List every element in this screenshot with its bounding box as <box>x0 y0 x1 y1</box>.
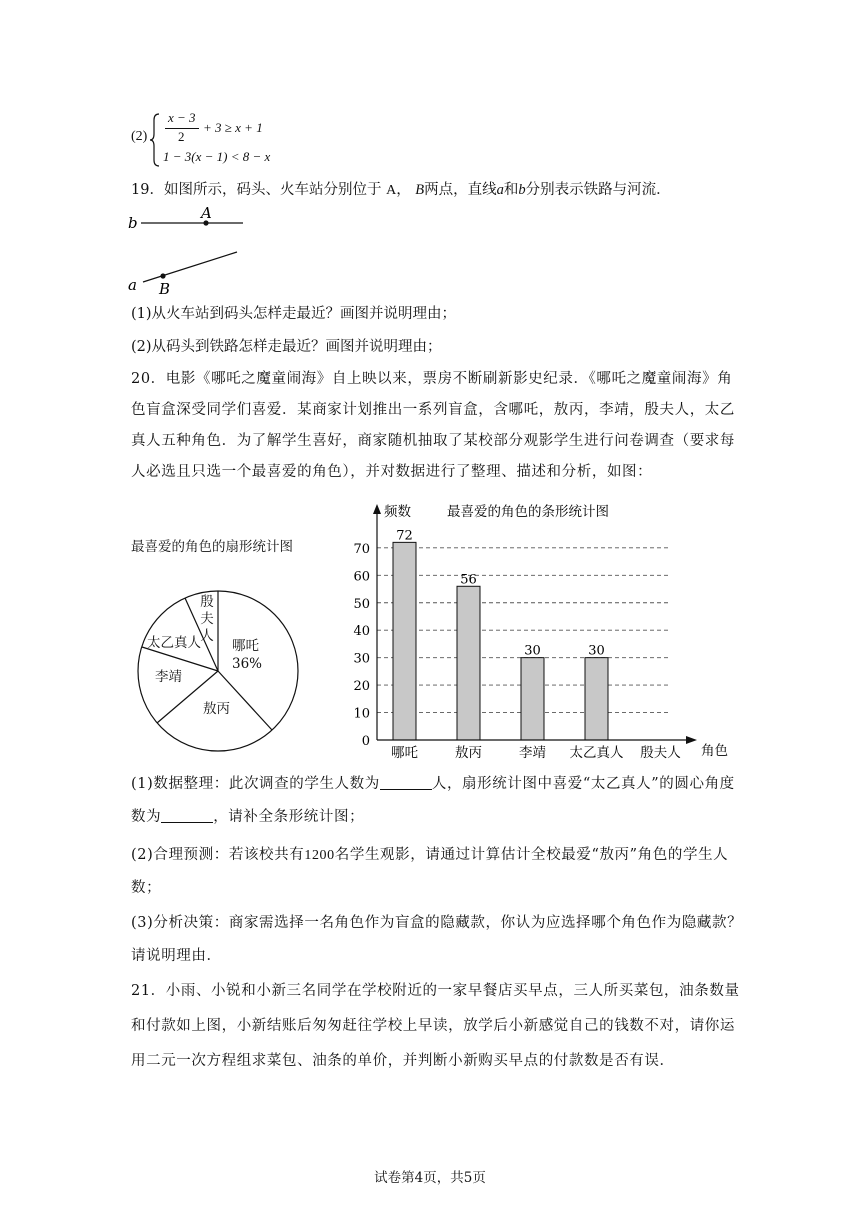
bar-chart <box>340 498 740 770</box>
point-B <box>160 273 165 278</box>
y-tick-label: 70 <box>353 541 370 557</box>
category-label: 哪吒 <box>391 745 418 761</box>
ineq1-numerator: x − 3 <box>168 110 196 125</box>
pie-label-yinfuren: 殷 夫 人 <box>200 594 214 644</box>
bar-layer <box>393 528 608 740</box>
bar-data-label: 72 <box>396 528 413 544</box>
pie-label-nezha: 哪吒 <box>232 638 259 654</box>
q20-part2-line2: 数； <box>131 880 162 896</box>
y-axis-arrow <box>373 504 381 514</box>
x-axis-label: 角色 <box>701 743 728 759</box>
y-tick-label: 50 <box>353 596 370 612</box>
system-brace <box>149 112 161 168</box>
category-label: 李靖 <box>519 745 546 761</box>
bar-data-label: 30 <box>588 643 605 659</box>
pie-chart-title: 最喜爱的角色的扇形统计图 <box>131 539 293 555</box>
answer-blank-student-count[interactable] <box>380 775 432 790</box>
y-tick-label: 10 <box>353 706 370 722</box>
y-tick-label: 30 <box>353 651 370 667</box>
label-a: a <box>128 276 137 294</box>
q19-part2: (2)从码头到铁路怎样走最近？画图并说明理由； <box>131 339 442 355</box>
label-A: A <box>201 204 212 222</box>
y-tick-label: 40 <box>353 624 370 640</box>
ineq1-denominator: 2 <box>178 129 185 144</box>
label-b: b <box>128 214 138 232</box>
railway-line-a <box>143 252 237 282</box>
category-label: 太乙真人 <box>569 745 624 761</box>
category-labels <box>391 744 681 761</box>
q18-part2 <box>131 112 331 168</box>
q20-part2-line1: (2)合理预测：若该校共有1200名学生观影，请通过计算估计全校最爱“敖丙”角色的学生人 <box>131 847 729 863</box>
q19-part1: (1)从火车站到码头怎样走最近？画图并说明理由； <box>131 306 457 322</box>
bar <box>457 586 480 740</box>
tick-layer <box>353 542 370 749</box>
q19-figure <box>125 202 255 298</box>
q20-part3-line2: 请说明理由． <box>131 948 222 964</box>
answer-blank-angle[interactable] <box>161 808 213 823</box>
y-axis-label: 频数 <box>384 504 411 520</box>
pie-label-aobing: 敖丙 <box>203 701 230 717</box>
ineq2: 1 − 3(x − 1) < 8 − x <box>163 149 271 164</box>
q18-part2-label: (2) <box>131 129 148 144</box>
x-axis-arrow <box>686 736 697 744</box>
category-label: 敖丙 <box>455 745 482 761</box>
pie-label-lijing: 李靖 <box>155 669 182 685</box>
pie-label-nezha-pct: 36% <box>232 656 263 672</box>
q20-intro: 20．电影《哪吒之魔童闹海》自上映以来，票房不断刷新影史纪录．《哪吒之魔童闹海》角 色盲盒深受同学们喜爱．某商家计划推出一系列盲盒，含哪吒，敖丙，李靖，殷夫人，太乙 真人五种角色．为了解学生喜好，商家随机抽取了某校部分观影学生进行问卷调查（要求每 人必选且只选一个最喜爱的角色），并对数据进行了整理、描述和分析，如图： <box>131 371 735 480</box>
q20-part1-line2: 数为 ，请补全条形统计图； <box>131 809 365 825</box>
bar <box>393 542 416 740</box>
bar <box>585 658 608 740</box>
bar-chart-title: 最喜爱的角色的条形统计图 <box>447 504 609 520</box>
ineq1-rest: + 3 ≥ x + 1 <box>203 120 263 135</box>
category-label: 殷夫人 <box>640 745 681 761</box>
page-footer: 试卷第4页，共5页 <box>374 1170 486 1186</box>
q20-part3-line1: (3)分析决策：商家需选择一名角色作为盲盒的隐藏款，你认为应选择哪个角色作为隐藏款？ <box>131 915 743 931</box>
bar-data-label: 56 <box>460 572 477 588</box>
q21-statement: 21．小雨、小锐和小新三名同学在学校附近的一家早餐店买早点，三人所买菜包，油条数量 和付款如上图，小新结账后匆匆赶往学校上早读，放学后小新感觉自己的钱数不对，请你运 用二元一次方程组求菜包、油条的单价，并判断小新购买早点的付款数是否有误． <box>131 983 740 1069</box>
label-B: B <box>159 280 171 298</box>
q20-part1-line1: (1)数据整理：此次调查的学生人数为 人，扇形统计图中喜爱“太乙真人”的圆心角度 <box>131 776 735 792</box>
y-tick-label: 20 <box>353 679 370 695</box>
y-tick-label: 0 <box>361 734 370 749</box>
bar-data-label: 30 <box>524 643 541 659</box>
q19-statement: 19．如图所示，码头、火车站分别位于 A， B两点，直线a和b分别表示铁路与河流． <box>131 182 671 198</box>
y-tick-label: 60 <box>353 569 370 585</box>
bar <box>521 658 544 740</box>
pie-label-taiyi: 太乙真人 <box>147 635 201 651</box>
